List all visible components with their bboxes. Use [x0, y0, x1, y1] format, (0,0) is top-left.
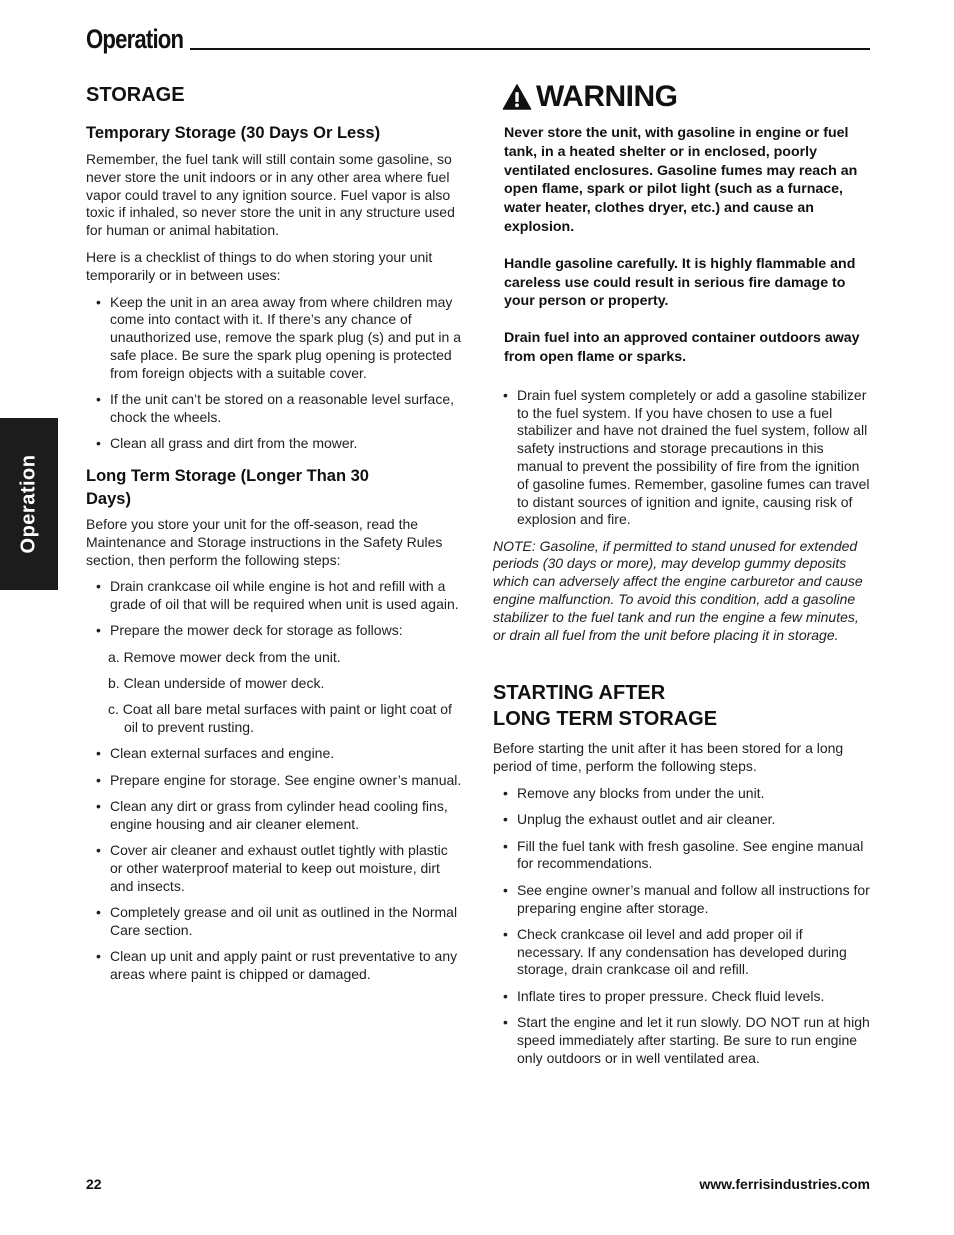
warning-paragraph-2: Handle gasoline carefully. It is highly flammable and careless use could result in serious fire damage to your person or property.: [504, 255, 856, 310]
right-column: [493, 80, 871, 1076]
list-item: a. Remove mower deck from the unit.: [108, 648, 341, 665]
list-item: [493, 988, 871, 1006]
list-item: [493, 811, 871, 829]
list-item-text: Drain fuel system completely or add a gasoline stabilizer to the fuel system. If you have chosen to use a fuel stabilizer and have not drained the fuel system, follow all safety instructions and storage precautions in this manual to prevent the possibility of fire from the ignition of gasoline fumes. Remember, gasoline fumes can travel to distant sources of ignition and ignite, causing risk of explosion and fire.: [517, 386, 870, 528]
list-item-text: Drain crankcase oil while engine is hot and refill with a grade of oil that will be required when unit is used again.: [110, 578, 459, 613]
list-item: [86, 622, 464, 640]
bullet-glyph: •: [96, 798, 101, 815]
website-url: www.ferrisindustries.com: [699, 1176, 870, 1192]
bullet-glyph: •: [503, 987, 508, 1004]
bullet-glyph: •: [96, 435, 101, 452]
list-item: [86, 948, 464, 984]
long-term-storage-steps-a: [86, 578, 464, 640]
warning-triangle-icon: [502, 83, 532, 111]
list-item: [86, 578, 464, 614]
list-item: [86, 772, 464, 790]
list-item-text: Cover air cleaner and exhaust outlet tightly with plastic or other waterproof material to keep out moisture, dirt and insects.: [110, 842, 448, 894]
starting-steps: [493, 785, 871, 1067]
list-item: [493, 882, 871, 918]
list-item-text: Fill the fuel tank with fresh gasoline. See engine manual for recommendations.: [517, 837, 864, 872]
list-item-text: Clean up unit and apply paint or rust preventative to any areas where paint is chipped or damaged.: [110, 948, 458, 982]
list-item: [86, 391, 464, 427]
list-item: [493, 1014, 871, 1067]
bullet-glyph: •: [96, 622, 101, 639]
drain-fuel-list: [493, 387, 871, 529]
list-item: [86, 435, 464, 453]
list-item-text: See engine owner’s manual and follow all instructions for preparing engine after storage.: [517, 881, 870, 916]
list-item: [493, 387, 871, 529]
list-item-text: Inflate tires to proper pressure. Check fluid levels.: [517, 987, 825, 1004]
bullet-glyph: •: [96, 948, 101, 965]
list-item-text: Unplug the exhaust outlet and air cleaner.: [517, 811, 776, 828]
list-item-text: Keep the unit in an area away from where children may come into contact with it. If there’s any chance of unauthorized use, remove the spark plug (s) and put in a safe place. Be sure the spark plug opening is protected from foreign objects with a suitable cover.: [110, 293, 461, 381]
temporary-storage-heading: Temporary Storage (30 Days Or Less): [86, 124, 381, 142]
warning-paragraph-1: Never store the unit, with gasoline in engine or fuel tank, in a heated shelter or in enclosed, poorly ventilated enclosures. Gasoline fumes may reach an open flame, spark or pilot light (such as a furnace, water heater, clothes dryer, etc.) and cause an explosion.: [504, 125, 858, 235]
bullet-glyph: •: [96, 771, 101, 788]
starting-heading-line-1: STARTING AFTER: [493, 682, 666, 705]
bullet-glyph: •: [503, 925, 508, 942]
list-item-text: Clean any dirt or grass from cylinder head cooling fins, engine housing and air cleaner element.: [110, 798, 448, 832]
list-item-text: Prepare engine for storage. See engine owner’s manual.: [110, 771, 462, 788]
list-item: [493, 785, 871, 803]
list-item: [86, 798, 464, 834]
bullet-glyph: •: [503, 837, 508, 854]
bullet-glyph: •: [96, 578, 101, 595]
list-item: [86, 842, 464, 895]
list-item-text: Clean external surfaces and engine.: [110, 745, 335, 762]
warning-paragraph-3: Drain fuel into an approved container outdoors away from open flame or sparks.: [504, 330, 860, 365]
page-header-title: Operation: [86, 24, 184, 54]
list-item-text: Start the engine and let it run slowly. DO NOT run at high speed immediately after starting. Be sure to run engine only outdoors or in well ventilated area.: [517, 1013, 870, 1066]
mower-deck-substeps: [86, 649, 464, 737]
warning-title: WARNING: [536, 80, 678, 113]
bullet-glyph: •: [503, 811, 508, 828]
long-term-storage-paragraph: Before you store your unit for the off-season, read the Maintenance and Storage instructions in the Safety Rules section, then perform the following steps:: [86, 515, 443, 568]
starting-paragraph: Before starting the unit after it has been stored for a long period of time, perform the following steps.: [493, 740, 844, 775]
bullet-glyph: •: [503, 785, 508, 802]
list-item-text: If the unit can’t be stored on a reasonable level surface, chock the wheels.: [110, 391, 454, 425]
bullet-glyph: •: [503, 1013, 508, 1030]
gasoline-note: NOTE: Gasoline, if permitted to stand unused for extended periods (30 days or more), may develop gummy deposits which can adversely affect the engine carburetor and cause engine malfunction. To avoid this condition, add a gasoline stabilizer to the fuel tank and run the engine a few minutes, or drain all fuel from the unit before placing it in storage.: [493, 537, 863, 643]
long-term-storage-heading: Long Term Storage (Longer Than 30 Days): [86, 466, 369, 508]
long-term-storage-steps-b: [86, 745, 464, 983]
list-item-text: Completely grease and oil unit as outlined in the Normal Care section.: [110, 904, 458, 938]
list-item-text: Clean all grass and dirt from the mower.: [110, 435, 358, 452]
list-item: [86, 904, 464, 940]
list-item: b. Clean underside of mower deck.: [108, 675, 325, 692]
page-number: 22: [86, 1176, 102, 1192]
list-item: [86, 294, 464, 383]
bullet-glyph: •: [503, 881, 508, 898]
list-item: [493, 838, 871, 874]
temporary-storage-checklist: [86, 294, 464, 453]
left-column: [86, 80, 464, 992]
bullet-glyph: •: [503, 386, 508, 403]
starting-heading-line-2: LONG TERM STORAGE: [493, 708, 718, 731]
side-tab: [0, 418, 58, 590]
list-item-text: Check crankcase oil level and add proper oil if necessary. If any condensation has developed during storage, drain crankcase oil and refill.: [517, 925, 847, 978]
header-rule: [190, 48, 870, 50]
temporary-storage-paragraph-2: Here is a checklist of things to do when storing your unit temporarily or in between uses:: [86, 248, 433, 283]
list-item: [86, 745, 464, 763]
bullet-glyph: •: [96, 842, 101, 859]
side-tab-label: Operation: [17, 454, 40, 554]
list-item: c. Coat all bare metal surfaces with paint or light coat of oil to prevent rusting.: [108, 701, 452, 736]
bullet-glyph: •: [96, 745, 101, 762]
warning-header: [493, 80, 871, 114]
temporary-storage-paragraph-1: Remember, the fuel tank will still contain some gasoline, so never store the unit indoors or in any other area where fuel vapor could travel to any ignition source. Fuel vapor is also toxic if inhaled, so never store the unit in any structure used for human or animal habitation.: [86, 151, 455, 239]
storage-heading: STORAGE: [86, 84, 185, 106]
bullet-glyph: •: [96, 293, 101, 310]
list-item-text: Remove any blocks from under the unit.: [517, 785, 765, 802]
list-item-text: Prepare the mower deck for storage as follows:: [110, 622, 403, 639]
bullet-glyph: •: [96, 391, 101, 408]
bullet-glyph: •: [96, 904, 101, 920]
list-item: [493, 926, 871, 979]
